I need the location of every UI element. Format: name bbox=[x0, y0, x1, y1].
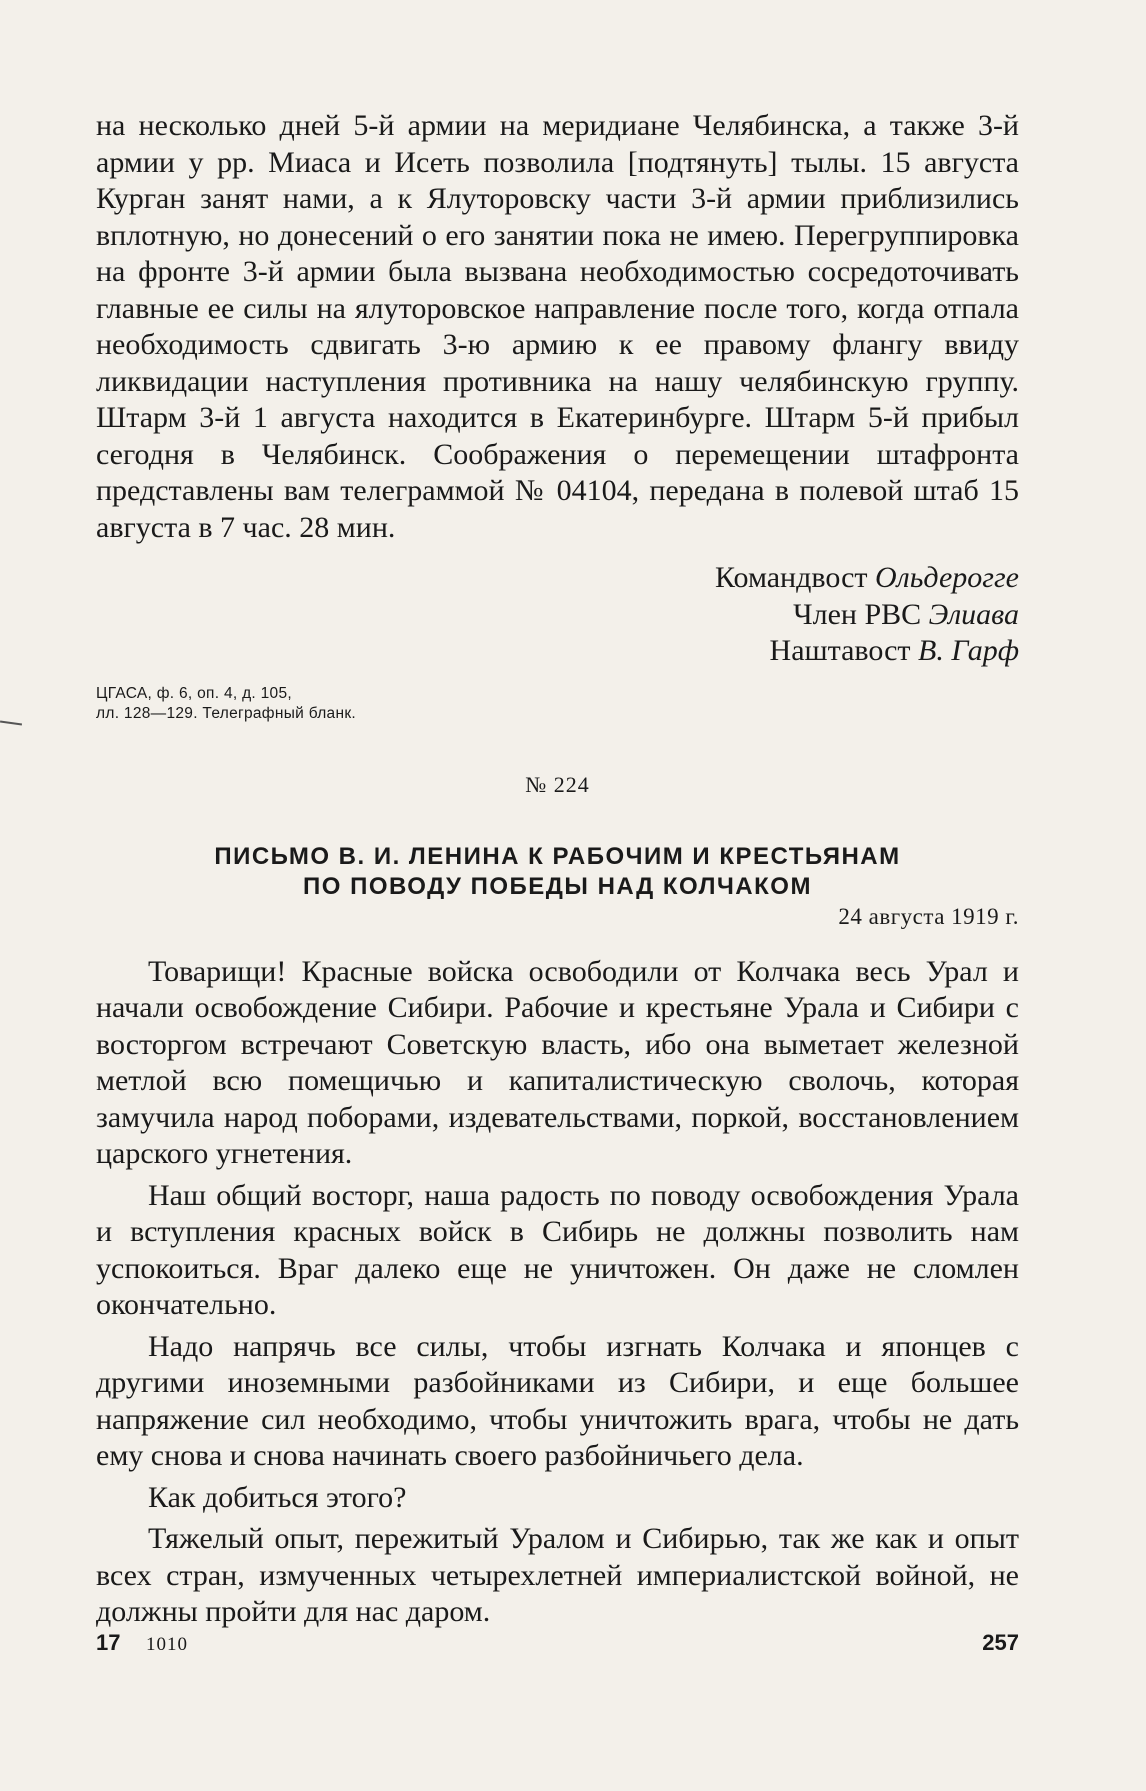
title-line: ПО ПОВОДУ ПОБЕДЫ НАД КОЛЧАКОМ bbox=[303, 872, 812, 900]
source-line: лл. 128—129. Телеграфный бланк. bbox=[96, 704, 357, 722]
page-number: 257 bbox=[982, 1630, 1019, 1655]
signature-line bbox=[96, 560, 1019, 597]
margin-pencil-mark bbox=[0, 720, 22, 725]
signature-title: Командвост bbox=[715, 561, 868, 594]
page-content bbox=[96, 108, 1019, 1636]
letter-body bbox=[96, 954, 1019, 1631]
body-paragraph: Как добиться этого? bbox=[148, 1480, 407, 1514]
signature-mark: 17 bbox=[96, 1630, 121, 1655]
document-number: № 224 bbox=[525, 771, 590, 797]
document-title bbox=[96, 842, 1019, 902]
page-footer bbox=[96, 1630, 1019, 1664]
signature-line bbox=[96, 597, 1019, 634]
continuation-paragraph: на несколько дней 5-й армии на меридиане Челябинска, а также 3-й армии у рр. Миаса и Исеть позволила [подтянуть] тылы. 15 августа Курган занят нами, а к Ялуторовску части 3-й армии приблизились вплотную, но донесений о его занятии пока не имею. Перегруппировка на фронте 3-й армии была вызвана необходимостью сосредоточивать главные ее силы на ялуторовское направление после того, когда отпала необходимость сдвигать 3-ю армию к ее правому флангу ввиду ликвидации наступления противника на нашу челябинскую группу. Штарм 3-й 1 августа находится в Екатеринбурге. Штарм 5-й прибыл сегодня в Челябинск. Соображения о перемещении штафронта представлены вам телеграммой № 04104, передана в полевой штаб 15 августа в 7 час. 28 мин. bbox=[96, 109, 1019, 544]
print-order-number: 1010 bbox=[146, 1634, 188, 1655]
body-paragraph: Товарищи! Красные войска освободили от Колчака весь Урал и начали освобождение Сибири. Рабочие и крестьяне Урала и Сибири с восторгом встречают Советскую власть, ибо она выметает железной метлой всю помещичью и капиталистическую сволочь, которая замучила народ поборами, издевательствами, поркой, восстановлением царского угнетения. bbox=[96, 954, 1019, 1170]
source-line: ЦГАСА, ф. 6, оп. 4, д. 105, bbox=[96, 684, 293, 702]
signature-name: В. Гарф bbox=[918, 634, 1019, 667]
signature-name: Элиава bbox=[928, 597, 1019, 631]
signature-line bbox=[96, 633, 1019, 670]
signature-title: Наштавост bbox=[769, 634, 911, 667]
document-date: 24 августа 1919 г. bbox=[838, 903, 1019, 929]
body-paragraph: Тяжелый опыт, пережитый Уралом и Сибирью, так же как и опыт всех стран, измученных четырехлетней империалистской войной, не должны пройти для нас даром. bbox=[96, 1522, 1019, 1628]
title-line: ПИСЬМО В. И. ЛЕНИНА К РАБОЧИМ И КРЕСТЬЯНАМ bbox=[214, 842, 901, 870]
signature-block bbox=[96, 560, 1019, 670]
body-paragraph: Наш общий восторг, наша радость по поводу освобождения Урала и вступления красных войск в Сибирь не должны позволить нам успокоиться. Враг далеко еще не уничтожен. Он даже не сломлен окончательно. bbox=[96, 1178, 1019, 1321]
body-paragraph: Надо напрячь все силы, чтобы изгнать Колчака и японцев с другими иноземными разбойниками из Сибири, и еще большее напряжение сил необходимо, чтобы уничтожить врага, чтобы не дать ему снова и снова начинать своего разбойничьего дела. bbox=[96, 1329, 1019, 1472]
signature-title: Член РВС bbox=[793, 597, 922, 631]
signature-name: Ольдерогге bbox=[875, 561, 1019, 594]
archive-source-note bbox=[96, 684, 1019, 724]
